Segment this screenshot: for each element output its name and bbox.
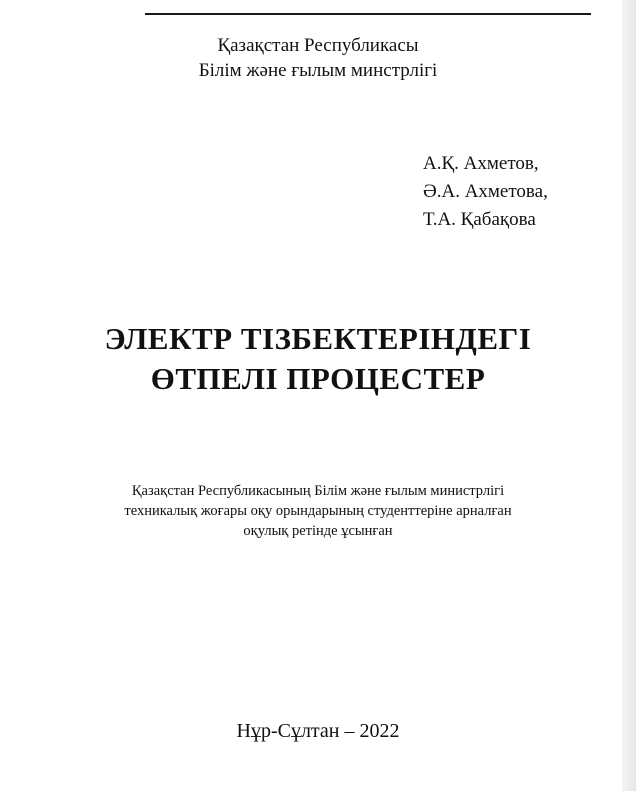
author-1: А.Қ. Ахметов, [423,153,539,174]
ministry-header [0,33,636,83]
author-3: Т.А. Қабақова [423,209,536,230]
ministry-country: Қазақстан Республикасы [217,35,419,56]
approval-note [0,481,636,541]
authors-list [423,150,548,234]
ministry-name: Білім және ғылым минстрлігі [198,60,438,81]
title-line-2: ӨТПЕЛІ ПРОЦЕСТЕР [150,361,486,396]
approval-line-2: техникалық жоғары оқу орындарының студенттеріне арналған [124,503,512,519]
title-line-1: ЭЛЕКТР ТІЗБЕКТЕРІНДЕГІ [104,321,532,356]
author-2: Ә.А. Ахметова, [423,181,548,202]
place-year: Нұр-Сұлтан – 2022 [236,720,400,742]
approval-line-3: оқулық ретінде ұсынған [243,523,393,539]
book-title [0,319,636,399]
approval-line-1: Қазақстан Республикасының Білім және ғылым министрлігі [131,483,505,499]
top-rule [145,13,591,15]
